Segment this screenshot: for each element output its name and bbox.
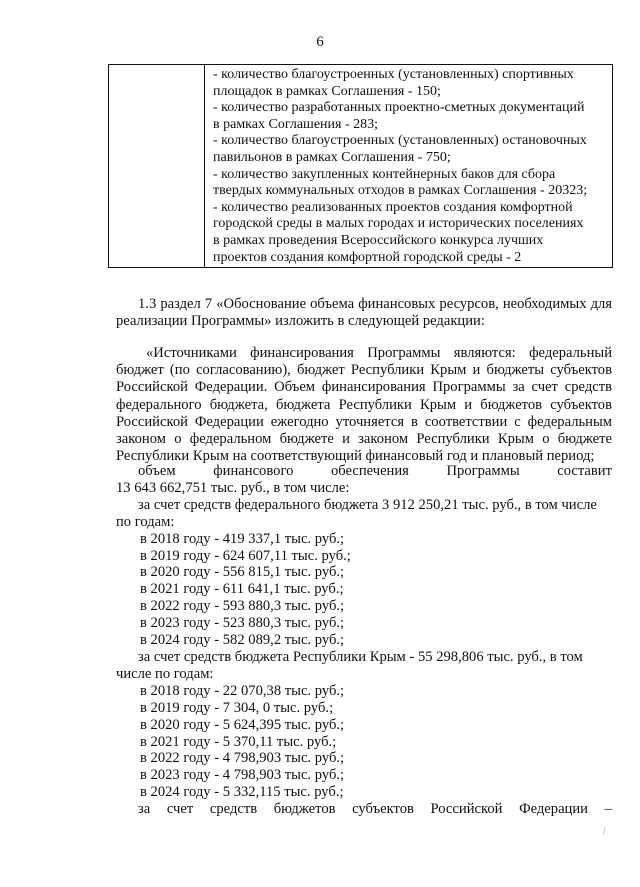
margin-mark: /	[603, 826, 606, 836]
federal-year-line: в 2019 году - 624 607,11 тыс. руб.;	[140, 547, 351, 564]
paragraph-line: Российской Федерации. Объем финансирования Программы за счет средств	[116, 379, 612, 396]
section-intro	[116, 296, 612, 330]
federal-year-line: в 2024 году - 582 089,2 тыс. руб.;	[140, 632, 345, 649]
table-line: проектов создания комфортной городской среды - 2	[213, 249, 522, 265]
crimea-year-line: в 2021 году - 5 370,11 тыс. руб.;	[140, 733, 337, 750]
crimea-year-line: в 2022 году - 4 798,903 тыс. руб.;	[140, 750, 345, 767]
federal-year-line: в 2018 году - 419 337,1 тыс. руб.;	[140, 530, 345, 547]
crimea-budget-intro: за счет средств бюджета Республики Крым - 55 298,806 тыс. руб., в том	[138, 648, 583, 665]
funding-breakdown	[116, 463, 612, 818]
federal-year-line: в 2022 году - 593 880,3 тыс. руб.;	[140, 598, 345, 615]
table-line: площадок в рамках Соглашения - 150;	[213, 83, 441, 99]
paragraph-line: федерального бюджета, бюджета Республики Крым и бюджетов субъектов	[116, 396, 612, 413]
federal-year-line: в 2020 году - 556 815,1 тыс. руб.;	[140, 564, 345, 581]
table-line: - количество благоустроенных (установленных) спортивных	[213, 67, 574, 82]
section-intro-line: реализации Программы» изложить в следующей редакции:	[116, 313, 485, 330]
table-text-cell	[213, 67, 606, 266]
paragraph-line: «Источниками финансирования Программы являются: федеральный	[146, 345, 612, 361]
table-line: - количество разработанных проектно-сметных документаций	[213, 100, 585, 116]
crimea-year-line: в 2019 году - 7 304, 0 тыс. руб.;	[140, 699, 334, 716]
table-line: в рамках проведения Всероссийского конкурса лучших	[213, 232, 544, 248]
table-line: - количество закупленных контейнерных баков для сбора	[213, 166, 556, 182]
federal-year-line: в 2021 году - 611 641,1 тыс. руб.;	[140, 581, 344, 598]
paragraph-line: законом о федеральном бюджете и законом Республики Крым о бюджете	[116, 431, 612, 448]
table-line: - количество благоустроенных (установленных) остановочных	[213, 133, 587, 149]
table-empty-cell	[109, 65, 205, 267]
crimea-year-line: в 2020 году - 5 624,395 тыс. руб.;	[140, 716, 345, 733]
crimea-budget-intro: числе по годам:	[116, 665, 214, 682]
federal-year-line: в 2023 году - 523 880,3 тыс. руб.;	[140, 615, 345, 632]
table-line: в рамках Соглашения - 283;	[213, 116, 379, 132]
paragraph-line: Российской Федерации ежегодно уточняется в соответствии с федеральным	[116, 413, 612, 430]
federal-budget-intro: за счет средств федерального бюджета 3 912 250,21 тыс. руб., в том числе	[138, 496, 597, 513]
paragraph-line: Республики Крым на соответствующий финансовый год и плановый период;	[116, 448, 595, 465]
crimea-year-line: в 2024 году - 5 332,115 тыс. руб.;	[140, 784, 344, 801]
table-line: павильонов в рамках Соглашения - 750;	[213, 149, 451, 165]
crimea-year-line: в 2018 году - 22 070,38 тыс. руб.;	[140, 682, 345, 699]
indicators-table	[108, 64, 613, 268]
total-amount: 13 643 662,751 тыс. руб., в том числе:	[116, 479, 350, 496]
subjects-budget-line: за счет средств бюджетов субъектов Российской Федерации –	[138, 801, 612, 818]
section-intro-line: 1.3 раздел 7 «Обоснование объема финансовых ресурсов, необходимых для	[138, 296, 612, 312]
paragraph-line: бюджет (по согласованию), бюджет Республики Крым и бюджеты субъектов	[116, 362, 612, 379]
crimea-year-line: в 2023 году - 4 798,903 тыс. руб.;	[140, 767, 345, 784]
total-volume-line: объем финансового обеспечения Программы составит	[138, 463, 612, 479]
federal-budget-intro: по годам:	[116, 513, 175, 530]
table-line: - количество реализованных проектов создания комфортной	[213, 199, 573, 215]
table-line: твердых коммунальных отходов в рамках Соглашения - 20323;	[213, 183, 588, 199]
table-line: городской среды в малых городах и исторических поселениях	[213, 216, 584, 232]
financing-sources-paragraph	[116, 345, 612, 465]
page-number: 6	[316, 34, 324, 50]
